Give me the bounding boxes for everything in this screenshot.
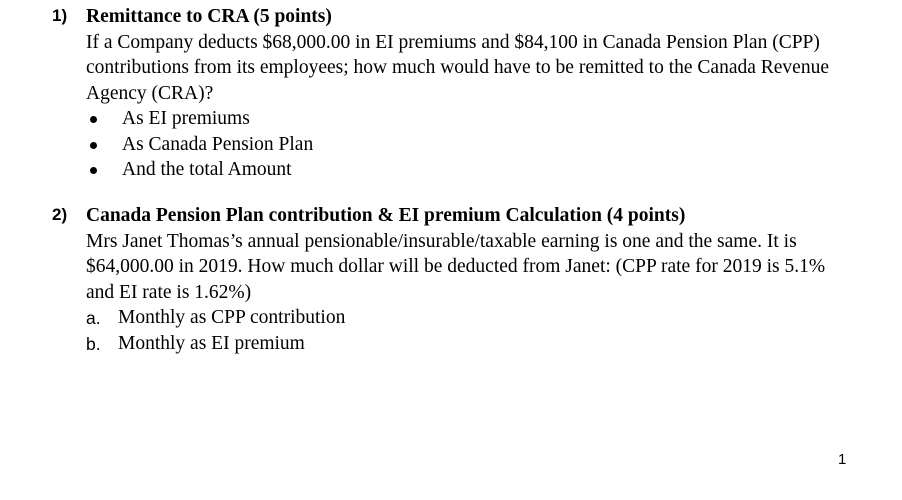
list-item (86, 305, 856, 331)
list-item (86, 106, 856, 132)
list-item-text: As EI premiums (122, 108, 250, 129)
lettered-list (86, 305, 856, 356)
list-marker: b. (86, 333, 101, 354)
bullet-list (86, 106, 856, 183)
question-body (86, 4, 856, 183)
question-number: 1) (52, 6, 68, 25)
question-body (86, 203, 856, 356)
list-item (86, 132, 856, 158)
list-item-text: Monthly as EI premium (118, 332, 305, 354)
bullet-icon (90, 116, 97, 123)
bullet-icon (90, 142, 97, 149)
question-text: Mrs Janet Thomas’s annual pensionable/insurable/taxable earning is one and the same. It is $64,000.00 in 2019. How much dollar will be deducted from Janet: (CPP rate for 2019 is 5.1% and EI rate is 1.62%) (86, 230, 826, 303)
list-item-text: As Canada Pension Plan (122, 133, 314, 155)
list-item (86, 331, 856, 357)
question-text: If a Company deducts $68,000.00 in EI premiums and $84,100 in Canada Pension Plan (CPP) contributions from its employees; how much would have to be remitted to the Canada Revenue Agency (CRA)? (86, 31, 829, 104)
page-number: 1 (838, 451, 847, 468)
list-item-text: Monthly as CPP contribution (118, 307, 346, 328)
question-title: Remittance to CRA (5 points) (86, 6, 332, 27)
bullet-icon (90, 167, 97, 174)
list-item-text: And the total Amount (122, 159, 292, 180)
list-item (86, 157, 856, 183)
question-number: 2) (52, 205, 68, 224)
list-marker: a. (86, 308, 101, 328)
question-title: Canada Pension Plan contribution & EI premium Calculation (4 points) (86, 205, 686, 226)
